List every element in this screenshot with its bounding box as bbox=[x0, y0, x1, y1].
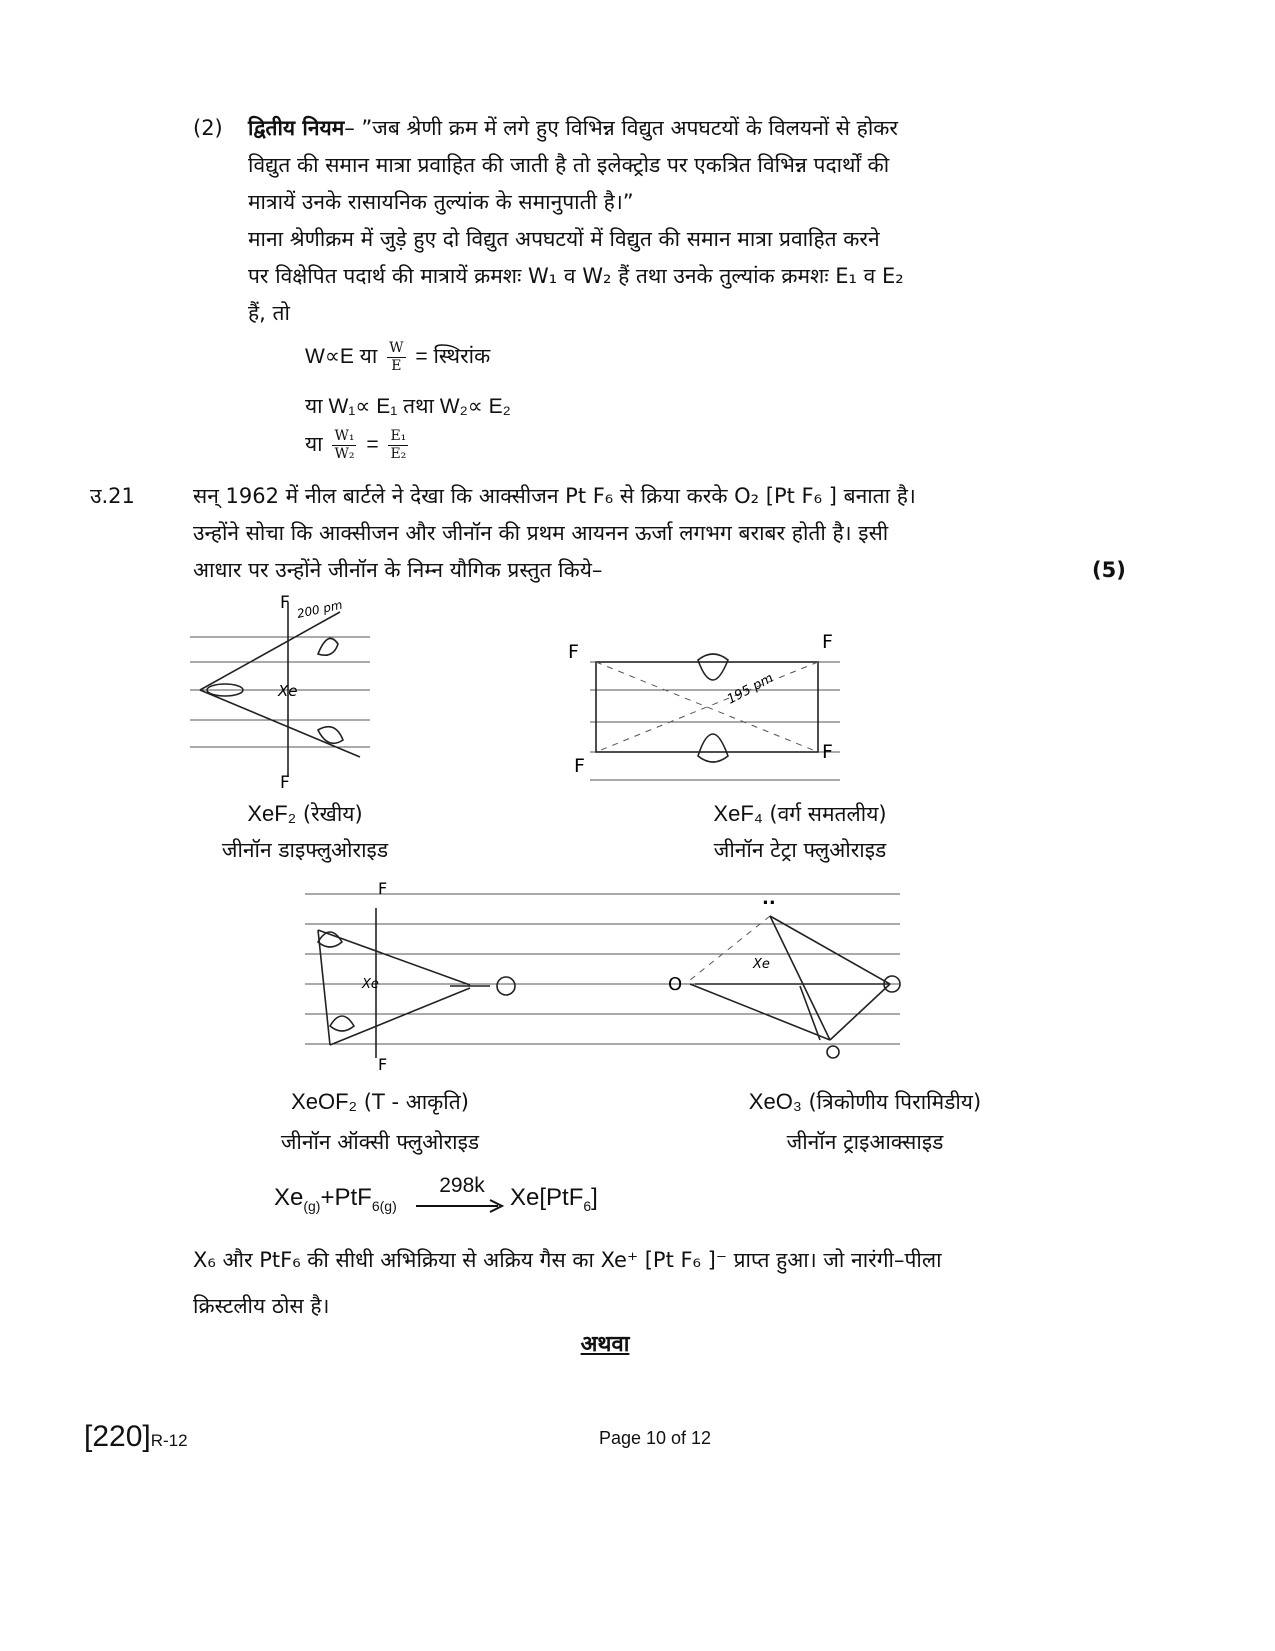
q21-text bbox=[193, 478, 1053, 589]
xeof2-caption bbox=[255, 1088, 505, 1156]
conclusion-text bbox=[193, 1237, 1063, 1329]
xeof2-label-xe: Xe bbox=[362, 977, 379, 992]
xeo3-diagram bbox=[668, 888, 900, 1058]
xef2-diagram bbox=[190, 592, 390, 792]
xef4-bond-length: 195 pm bbox=[724, 670, 776, 708]
lower-diagrams bbox=[300, 880, 910, 1080]
xeof2-formula: XeOF₂ bbox=[291, 1089, 358, 1114]
xeof2-label-bottom: F bbox=[378, 1055, 388, 1074]
rule2-explanation-line: हैं, तो bbox=[248, 301, 290, 325]
xef2-bond-length: 200 pm bbox=[295, 597, 344, 621]
formula-2: या W₁∝ E₁ तथा W₂∝ E₂ bbox=[305, 395, 511, 418]
xef2-label-top: F bbox=[280, 593, 290, 613]
conclusion-line: क्रिस्टलीय ठोस है। bbox=[193, 1294, 330, 1318]
fraction-w-e: $\frac{W}{E}$ bbox=[389, 340, 404, 374]
xef4-shape: (वर्ग समतलीय) bbox=[769, 802, 887, 826]
xeo3-caption bbox=[720, 1088, 1010, 1156]
xeof2-diagram bbox=[318, 880, 515, 1074]
rule2-section bbox=[193, 110, 1053, 332]
xef4-name: जीनॉन टेट्रा फ्लुओराइड bbox=[713, 838, 887, 862]
q21-line: सन् 1962 में नील बार्टले ने देखा कि आक्सीजन Pt F₆ से क्रिया करके O₂ [Pt F₆ ] बनाता है। bbox=[193, 484, 916, 508]
xeo3-lone-pair: .. bbox=[762, 888, 776, 909]
xeo3-shape: (त्रिकोणीय पिरामिडीय) bbox=[808, 1090, 982, 1114]
xef2-label-bottom: F bbox=[280, 773, 290, 792]
xeof2-shape: (T - आकृति) bbox=[363, 1090, 469, 1114]
reaction-reactant-xe: Xe bbox=[274, 1184, 304, 1211]
xef2-label-xe: Xe bbox=[278, 682, 298, 700]
xeo3-name: जीनॉन ट्राइआक्साइड bbox=[786, 1130, 944, 1154]
rule2-explanation-line: माना श्रेणीक्रम में जुड़े हुए दो विद्युत अपघटयों में विद्युत की समान मात्रा प्रवाहित करने bbox=[248, 227, 880, 251]
xeo3-label-xe: Xe bbox=[753, 957, 770, 972]
xef4-label-tl: F bbox=[568, 641, 579, 663]
reaction-product: Xe[PtF bbox=[510, 1184, 584, 1211]
xef2-shape: (रेखीय) bbox=[302, 802, 363, 826]
rule2-explanation-line: पर विक्षेपित पदार्थ की मात्रायें क्रमशः W₁ व W₂ हैं तथा उनके तुल्यांक क्रमशः E₁ व E₂ bbox=[248, 264, 904, 288]
xeof2-label-top: F bbox=[378, 880, 388, 898]
xeo3-formula: XeO₃ bbox=[748, 1089, 802, 1114]
or-heading: अथवा bbox=[580, 1332, 630, 1357]
rule2-statement-line: विद्युत की समान मात्रा प्रवाहित की जाती है तो इलेक्ट्रोड पर एकत्रित विभिन्न पदार्थों की bbox=[248, 153, 890, 177]
footer-code: [220]R-12 bbox=[84, 1420, 188, 1453]
page-number: Page 10 of 12 bbox=[598, 1428, 712, 1448]
q21-line: उन्होंने सोचा कि आक्सीजन और जीनॉन की प्रथम आयनन ऊर्जा लगभग बराबर होती है। इसी bbox=[193, 521, 889, 545]
xef4-diagram bbox=[560, 592, 850, 792]
rule2-title: द्वितीय नियम bbox=[248, 116, 345, 140]
reaction-condition: 298k bbox=[439, 1174, 485, 1197]
xef2-name: जीनॉन डाइफ्लुओराइड bbox=[221, 838, 389, 862]
xef4-caption bbox=[680, 800, 920, 864]
q21-line: आधार पर उन्होंने जीनॉन के निम्न यौगिक प्रस्तुत किये– bbox=[193, 558, 603, 582]
formula-1: W∝E या $\frac{W}{E}$ = स्थिरांक bbox=[305, 340, 491, 374]
reaction-reactant-ptf6: +PtF bbox=[320, 1184, 372, 1211]
q21-label: उ.21 bbox=[90, 484, 135, 508]
reaction-arrow bbox=[416, 1198, 506, 1214]
reaction-equation: $Xe_{(g)}+PtF_{6(g)}$ 298k Xe[PtF$_6$] bbox=[274, 1174, 598, 1214]
xef2-caption bbox=[195, 800, 415, 864]
rule2-statement-line: द्वितीय नियम– ”जब श्रेणी क्रम में लगे हुए विभिन्न विद्युत अपघटयों के विलयनों से होकर bbox=[248, 116, 898, 140]
xef4-label-bl: F bbox=[574, 755, 585, 777]
xeo3-label-left: O bbox=[668, 974, 683, 995]
marks: (5) bbox=[1092, 558, 1126, 582]
conclusion-line: X₆ और PtF₆ की सीधी अभिक्रिया से अक्रिय गैस का Xe⁺ [Pt F₆ ]⁻ प्राप्त हुआ। जो नारंगी–पीला bbox=[193, 1248, 942, 1272]
xef4-formula: XeF₄ bbox=[713, 801, 763, 826]
rule2-number: (2) bbox=[193, 116, 223, 140]
xeof2-name: जीनॉन ऑक्सी फ्लुओराइड bbox=[280, 1130, 480, 1154]
fraction-w1-w2: $\frac{\text{W₁}}{\text{W₂}}$ bbox=[334, 428, 355, 462]
xef4-label-br: F bbox=[822, 741, 833, 763]
formula-3: या $\frac{\text{W₁}}{\text{W₂}}$ = $\frac{\text{E₁}}{\text{E₂}}$ bbox=[305, 428, 407, 462]
xef4-label-tr: F bbox=[822, 631, 833, 653]
fraction-e1-e2: $\frac{\text{E₁}}{\text{E₂}}$ bbox=[390, 428, 407, 462]
rule2-statement-line: मात्रायें उनके रासायनिक तुल्यांक के समानुपाती है।” bbox=[248, 190, 634, 214]
xef2-formula: XeF₂ bbox=[247, 801, 297, 826]
